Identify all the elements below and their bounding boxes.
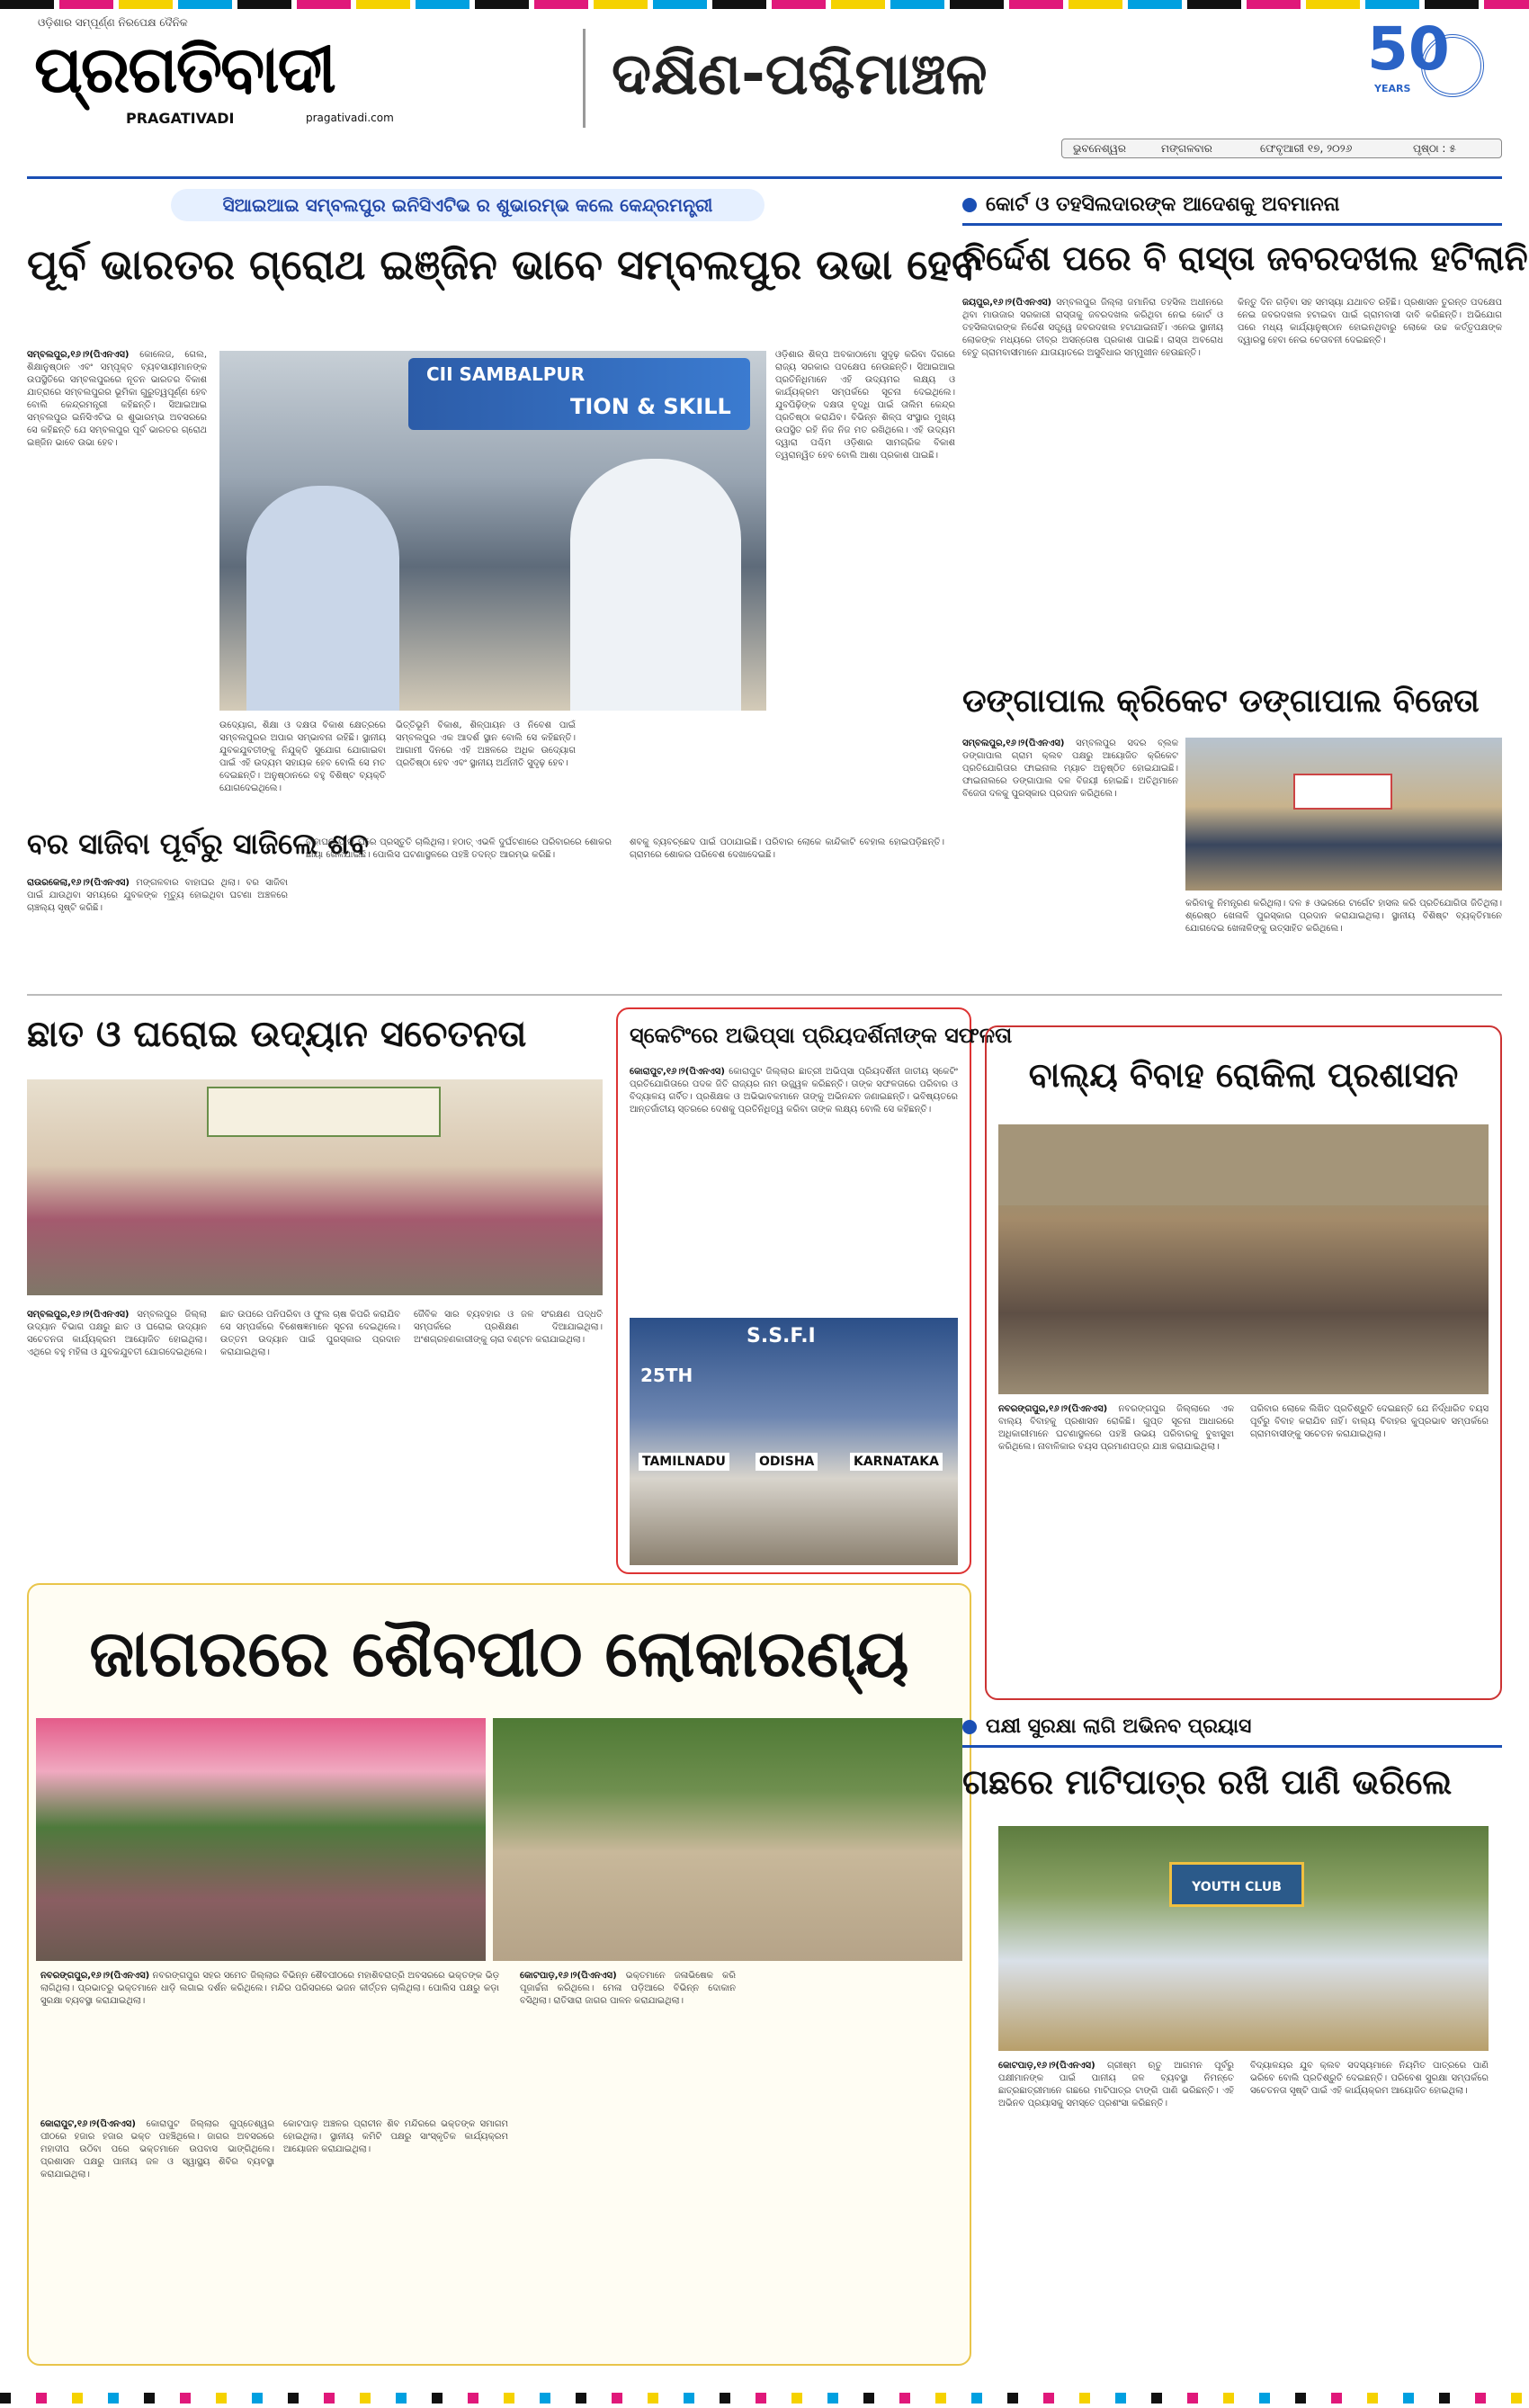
newspaper-logo-english: PRAGATIVADI	[126, 110, 235, 127]
story1-banner-text: CII SAMBALPUR	[426, 363, 586, 385]
story9-col1	[998, 2060, 1238, 2366]
story5-col3: ଜୈବିକ ସାର ବ୍ୟବହାର ଓ ଜଳ ସଂରକ୍ଷଣ ପଦ୍ଧତି ସମ୍ପର୍କରେ ପ୍ରଶିକ୍ଷଣ ଦିଆଯାଇଥିଲା। ଅଂଶଗ୍ରହଣକାରୀଙ୍କୁ ଚାରା ବଣ୍ଟନ କରାଯାଇଥିଲା।	[414, 1310, 606, 1345]
story8-dateline3: କୋଟପାଡ଼,୧୬।୨(ପିଏନଏସ)	[520, 1971, 617, 1981]
fifty-years-emblem	[1367, 16, 1502, 124]
story4-headline: ବର ସାଜିବା ପୂର୍ବରୁ ସାଜିଲେ ଶବ	[27, 827, 369, 861]
story8-photo-left	[36, 1718, 486, 1961]
story1-col4: ଓଡ଼ିଶାର ଶିଳ୍ପ ଅବକାଠାମୋ ସୁଦୃଢ଼ କରିବା ଦିଗରେ ରାଜ୍ୟ ସରକାର ପଦକ୍ଷେପ ନେଉଛନ୍ତି। ସିଆଇଆଇ ପ୍ରତିନିଧିମାନେ ଏହି ଉଦ୍ୟମର ଲକ୍ଷ୍ୟ ଓ କାର୍ଯ୍ୟକ୍ରମ ସମ୍ପର୍କରେ ସୂଚନା ଦେଇଥିଲେ। ଯୁବପିଢ଼ିଙ୍କ ଦକ୍ଷତା ବୃଦ୍ଧି ପାଇଁ ତାଲିମ କେନ୍ଦ୍ର ପ୍ରତିଷ୍ଠା କରାଯିବ। ବିଭିନ୍ନ ଶିଳ୍ପ ସଂସ୍ଥାର ମୁଖ୍ୟ ଉପସ୍ଥିତ ରହି ନିଜ ନିଜ ମତ ରଖିଥିଲେ। ଏହି ଉଦ୍ୟମ ଦ୍ୱାରା ପଶ୍ଚିମ ଓଡ଼ିଶାର ସାମଗ୍ରିକ ବିକାଶ ତ୍ୱରାନ୍ୱିତ ହେବ ବୋଲି ଆଶା ପ୍ରକାଶ ପାଇଛି।	[775, 350, 959, 461]
house-wall	[998, 1124, 1489, 1205]
ssfi-banner: S.S.F.I	[747, 1325, 816, 1347]
story8-col1	[40, 1970, 503, 2105]
story3-photo	[1185, 738, 1502, 891]
page-number: ପୃଷ୍ଠା : ୫	[1413, 142, 1456, 155]
date-full: ଫେବୃଆରୀ ୧୭, ୨୦୨୬	[1260, 142, 1353, 155]
story1-kicker: ସିଆଇଆଇ ସମ୍ବଲପୁର ଇନିସିଏଟିଭ ର ଶୁଭାରମ୍ଭ କଲେ କେନ୍ଦ୍ରମନ୍ତ୍ରୀ	[171, 189, 764, 221]
story9-col1-text: ଗ୍ରୀଷ୍ମ ଋତୁ ଆଗମନ ପୂର୍ବରୁ ପକ୍ଷୀମାନଙ୍କ ପାଇଁ ପାନୀୟ ଜଳ ବ୍ୟବସ୍ଥା ନିମନ୍ତେ ଛାତ୍ରଛାତ୍ରୀମାନେ ଗଛରେ ମାଟିପାତ୍ର ଟାଙ୍ଗି ପାଣି ଭରିଛନ୍ତି। ଏହି ଅଭିନବ ପ୍ରୟାସକୁ ସମସ୍ତେ ପ୍ରଶଂସା କରିଛନ୍ତି।	[998, 2061, 1238, 2108]
edition-banner: 25TH	[640, 1365, 693, 1386]
stage-banner	[207, 1087, 441, 1137]
story8-col4-text: ଭକ୍ତମାନେ ଜଳାଭିଷେକ କରି ପୂଜାର୍ଚ୍ଚନା କରିଥିଲେ। ମେଳା ପଡ଼ିଆରେ ବିଭିନ୍ନ ଦୋକାନ ବସିଥିଲା। ରାତିସାରା ଜାଗର ପାଳନ କରାଯାଇଥିଲା।	[520, 1971, 739, 2006]
story2-col2: କିନ୍ତୁ ଦିନ ଗଡ଼ିବା ସହ ସମସ୍ୟା ଯଥାବତ ରହିଛି। ପ୍ରଶାସନ ତୁରନ୍ତ ପଦକ୍ଷେପ ନେଇ ଜବରଦଖଲ ହଟାଇବା ପାଇଁ ଗ୍ରାମବାସୀ ଦାବି କରିଛନ୍ତି। ଅଭିଯୋଗ ପରେ ମଧ୍ୟ କାର୍ଯ୍ୟାନୁଷ୍ଠାନ ହୋଇନଥିବାରୁ ଲୋକେ ଉଚ୍ଚ କର୍ତ୍ତୃପକ୍ଷଙ୍କ ଦ୍ୱାରସ୍ଥ ହେବା ନେଇ ଚେତାବନୀ ଦେଇଛନ୍ତି।	[1238, 298, 1506, 345]
story4-col3: ଶବକୁ ବ୍ୟବଚ୍ଛେଦ ପାଇଁ ପଠାଯାଇଛି। ପରିବାର ଲୋକେ କାନ୍ଦିକାଟି ବେହାଲ ହୋଇପଡ଼ିଛନ୍ତି। ଗ୍ରାମରେ ଶୋକର ପରିବେଶ ଦେଖାଦେଇଛି।	[630, 837, 948, 860]
story9-photo	[998, 1826, 1489, 2051]
story3-col1	[962, 738, 1182, 980]
story4-col2: ବାହାଘର ପାଇଁ ଘରେ ପ୍ରସ୍ତୁତି ଚାଲିଥିଲା। ହଠାତ୍ ଏଭଳି ଦୁର୍ଘଟଣାରେ ପରିବାରରେ ଶୋକର ଛାୟା ଖେଳିଯାଇଛି। ପୋଲିସ ଘଟଣାସ୍ଥଳରେ ପହଞ୍ଚି ତଦନ୍ତ ଆରମ୍ଭ କରିଛି।	[306, 837, 615, 860]
story4-col1	[27, 877, 291, 976]
story1-dateline: ସମ୍ବଲପୁର,୧୬।୨(ପିଏନଏସ)	[27, 350, 130, 360]
story5-headline: ଛାତ ଓ ଘରୋଇ ଉଦ୍ୟାନ ସଚେତନତା	[27, 1014, 527, 1055]
date-city: ଭୁବନେଶ୍ୱର	[1073, 142, 1126, 155]
story8-photo-right	[493, 1718, 962, 1961]
story8-headline: ଜାଗରରେ ଶୈବପୀଠ ଲୋକାରଣ୍ୟ	[89, 1616, 909, 1691]
story7-photo	[998, 1124, 1489, 1394]
person-left	[246, 486, 399, 711]
story1-headline: ପୂର୍ବ ଭାରତର ଗ୍ରୋଥ ଇଞ୍ଜିନ ଭାବେ ସମ୍ବଲପୁର ଉଭା ହେବ	[27, 240, 980, 289]
story9-headline: ଗଛରେ ମାଟିପାତ୍ର ରଖି ପାଣି ଭରିଲେ	[962, 1762, 1453, 1802]
story2-dateline: ଜୟପୁର,୧୬।୨(ପିଏନଏସ)	[962, 298, 1052, 308]
story8-col4	[520, 1970, 739, 2357]
story8-col1-text: ନବରଙ୍ଗପୁର ସହର ସମେତ ଜିଲ୍ଲାର ବିଭିନ୍ନ ଶୈବପୀଠରେ ମହାଶିବରାତ୍ରି ଅବସରରେ ଭକ୍ତଙ୍କ ଭିଡ଼ ଲାଗିଥିଲା। ପ୍ରଭାତରୁ ଭକ୍ତମାନେ ଧାଡ଼ି ଲଗାଇ ଦର୍ଶନ କରିଥିଲେ। ମନ୍ଦିର ପରିସରରେ ଭଜନ କୀର୍ତ୍ତନ ଚାଲିଥିଲା। ପୋଲିସ ପକ୍ଷରୁ କଡ଼ା ସୁରକ୍ଷା ବ୍ୟବସ୍ଥା କରାଯାଇଥିଲା।	[40, 1971, 503, 2006]
story1-photo	[219, 351, 766, 711]
person-right	[570, 459, 741, 711]
story1-banner	[408, 358, 750, 430]
date-day: ମଙ୍ଗଳବାର	[1161, 142, 1212, 155]
story2-col1-text: ସମ୍ବଲପୁର ଜିଲ୍ଲା ଜମାନିରା ତହସିଲ ଅଧୀନରେ ଥିବା ମାଉଜାର ସରକାରୀ ରାସ୍ତାକୁ ଜବରଦଖଲ କରିଥିବା ନେଇ କୋର୍ଟ ଓ ତହସିଲଦାରଙ୍କ ନିର୍ଦ୍ଦେଶ ସତ୍ତ୍ୱେ ଜବରଦଖଲ ହଟାଯାଇନାହିଁ। ଏନେଇ ସ୍ଥାନୀୟ ଲୋକଙ୍କ ମଧ୍ୟରେ ତୀବ୍ର ଅସନ୍ତୋଷ ପ୍ରକାଶ ପାଇଛି। ରାସ୍ତା ଅବରୋଧ ହେତୁ ଗ୍ରାମବାସୀମାନେ ଯାତାୟାତରେ ଅସୁବିଧାର ସମ୍ମୁଖୀନ ହେଉଛନ୍ତି।	[962, 298, 1227, 358]
story7-col1-text: ନବରଙ୍ଗପୁର ଜିଲ୍ଲାରେ ଏକ ବାଲ୍ୟ ବିବାହକୁ ପ୍ରଶାସନ ରୋକିଛି। ଗୁପ୍ତ ସୂଚନା ଆଧାରରେ ଅଧିକାରୀମାନେ ଘଟଣାସ୍ଥଳରେ ପହଞ୍ଚି ଉଭୟ ପରିବାରକୁ ବୁଝାସୁଝା କରିଥିଲେ। ନାବାଳିକାର ବୟସ ପ୍ରମାଣପତ୍ର ଯାଞ୍ଚ କରାଯାଇଥିଲା।	[998, 1404, 1238, 1452]
tamilnadu-banner: TAMILNADU	[639, 1453, 729, 1471]
team-banner	[1293, 774, 1392, 810]
story6-headline: ସ୍କେଟିଂରେ ଅଭିପ୍ସା ପ୍ରିୟଦର୍ଶିନୀଙ୍କ ସଫଳତା	[630, 1023, 1013, 1048]
story7-headline: ବାଲ୍ୟ ବିବାହ ରୋକିଲା ପ୍ରଶାସନ	[1028, 1055, 1459, 1095]
story1-col1-text: କୋଲେଜ, ଗେଲ, ଶିକ୍ଷାନୁଷ୍ଠାନ ଏବଂ ସମ୍ପୃକ୍ତ ବ୍ୟବସାୟୀମାନଙ୍କ ଉପସ୍ଥିତିରେ ସମ୍ବଲପୁରରେ ନୂତନ ଭାରତର ବିକାଶ ଯାତ୍ରାରେ ସମ୍ବଲପୁରର ଭୂମିକା ଗୁରୁତ୍ୱପୂର୍ଣ୍ଣ ହେବ ବୋଲି କେନ୍ଦ୍ରମନ୍ତ୍ରୀ କହିଛନ୍ତି। ସିଆଇଆଇ ସମ୍ବଲପୁର ଇନିସିଏଟିଭ ର ଶୁଭାରମ୍ଭ ଅବସରରେ ସେ କହିଛନ୍ତି ଯେ ସମ୍ବଲପୁର ପୂର୍ବ ଭାରତର ଗ୍ରୋଥ ଇଞ୍ଜିନ ଭାବେ ଉଭା ହେବ।	[27, 350, 210, 448]
story3-headline: ଡଙ୍ଗାପାଲ କ୍ରିକେଟ ଡଙ୍ଗାପାଲ ବିଜେତା	[962, 683, 1480, 720]
story2-kicker-text: କୋର୍ଟ ଓ ତହସିଲଦାରଙ୍କ ଆଦେଶକୁ ଅବମାନନା	[986, 193, 1340, 216]
seal-icon	[1421, 34, 1484, 97]
registration-strip-bottom	[0, 2393, 1529, 2404]
registration-strip-top	[0, 0, 1529, 9]
youth-club-banner: YOUTH CLUB	[1169, 1862, 1304, 1907]
story8-col3	[283, 2118, 512, 2357]
story9-kicker	[962, 1711, 1502, 1743]
story2-kicker	[962, 189, 1502, 221]
edition-title: ଦକ୍ଷିଣ-ପଶ୍ଚିମାଞ୍ଚଳ	[612, 41, 988, 108]
masthead-tagline: ଓଡ଼ିଶାର ସମ୍ପୂର୍ଣ୍ଣ ନିରପେକ୍ଷ ଦୈନିକ	[38, 16, 188, 29]
story2-headline: ନିର୍ଦ୍ଦେଶ ପରେ ବି ରାସ୍ତା ଜବରଦଖଲ ହଟିଲାନି	[962, 238, 1528, 278]
story9-kicker-text: ପକ୍ଷୀ ସୁରକ୍ଷା ଲାଗି ଅଭିନବ ପ୍ରୟାସ	[986, 1715, 1252, 1738]
story5-col1	[27, 1309, 210, 1552]
story1-banner-text2: TION & SKILL	[570, 394, 731, 419]
story1-col1	[27, 349, 210, 808]
date-bar	[1061, 139, 1502, 158]
story6-body-text: କୋରାପୁଟ ଜିଲ୍ଲାର ଛାତ୍ରୀ ଅଭିପ୍ସା ପ୍ରିୟଦର୍ଶିନୀ ଜାତୀୟ ସ୍କେଟିଂ ପ୍ରତିଯୋଗିତାରେ ପଦକ ଜିତି ରାଜ୍ୟର ନାମ ଉଜ୍ଜ୍ୱଳ କରିଛନ୍ତି। ତାଙ୍କ ସଫଳତାରେ ପରିବାର ଓ ବିଦ୍ୟାଳୟ ଗର୍ବିତ। ପ୍ରଶିକ୍ଷକ ଓ ଅଭିଭାବକମାନେ ତାଙ୍କୁ ଅଭିନନ୍ଦନ ଜଣାଇଛନ୍ତି। ଭବିଷ୍ୟତରେ ଆନ୍ତର୍ଜାତୀୟ ସ୍ତରରେ ଦେଶକୁ ପ୍ରତିନିଧିତ୍ୱ କରିବା ତାଙ୍କ ଲକ୍ଷ୍ୟ ବୋଲି ସେ କହିଛନ୍ତି।	[630, 1067, 961, 1114]
story7-col1	[998, 1403, 1238, 1691]
story3-col2: କରିବାକୁ ନିମନ୍ତ୍ରଣ କରିଥିଲା। ଦଳ ୫ ଓଭରରେ ଟାର୍ଗେଟ ହାସଲ କରି ପ୍ରତିଯୋଗିତା ଜିତିଥିଲା। ଶ୍ରେଷ୍ଠ ଖେଳାଳି ପୁରସ୍କାର ପ୍ରଦାନ କରାଯାଇଥିଲା। ସ୍ଥାନୀୟ ବିଶିଷ୍ଟ ବ୍ୟକ୍ତିମାନେ ଯୋଗଦେଇ ଖେଳାଳିଙ୍କୁ ଉତ୍ସାହିତ କରିଥିଲେ।	[1185, 899, 1506, 934]
bullet-icon-2	[962, 1720, 977, 1734]
story8-col3-text: କୋଟପାଡ଼ ଅଞ୍ଚଳର ପ୍ରାଚୀନ ଶିବ ମନ୍ଦିରରେ ଭକ୍ତଙ୍କ ସମାଗମ ହୋଇଥିଲା। ସ୍ଥାନୀୟ କମିଟି ପକ୍ଷରୁ ସାଂସ୍କୃତିକ କାର୍ଯ୍ୟକ୍ରମ ଆୟୋଜନ କରାଯାଇଥିଲା।	[283, 2119, 512, 2154]
fifty-years-label: YEARS	[1374, 83, 1411, 94]
story7-col2: ପରିବାର ଲୋକେ ଲିଖିତ ପ୍ରତିଶ୍ରୁତି ଦେଇଛନ୍ତି ଯେ ନିର୍ଦ୍ଧାରିତ ବୟସ ପୂର୍ବରୁ ବିବାହ କରାଯିବ ନାହିଁ। ବାଲ୍ୟ ବିବାହର କୁପ୍ରଭାବ ସମ୍ପର୍କରେ ଗ୍ରାମବାସୀଙ୍କୁ ସଚେତନ କରାଯାଇଥିଲା।	[1250, 1404, 1492, 1439]
story9-col2: ବିଦ୍ୟାଳୟର ଯୁବ କ୍ଲବ ସଦସ୍ୟମାନେ ନିୟମିତ ପାତ୍ରରେ ପାଣି ଭରିବେ ବୋଲି ପ୍ରତିଶ୍ରୁତି ଦେଇଛନ୍ତି। ପରିବେଶ ସୁରକ୍ଷା ସମ୍ପର୍କରେ ସଚେତନତା ସୃଷ୍ଟି ପାଇଁ ଏହି କାର୍ଯ୍ୟକ୍ରମ ଆୟୋଜିତ ହୋଇଥିଲା।	[1250, 2061, 1492, 2096]
story8-col2	[40, 2118, 278, 2357]
masthead-rule	[27, 176, 1502, 179]
story6-body	[630, 1066, 961, 1309]
story1-col2: ଉଦ୍ୟୋଗ, ଶିକ୍ଷା ଓ ଦକ୍ଷତା ବିକାଶ କ୍ଷେତ୍ରରେ ସମ୍ବଲପୁରର ଅପାର ସମ୍ଭାବନା ରହିଛି। ସ୍ଥାନୀୟ ଯୁବକଯୁବତୀଙ୍କୁ ନିଯୁକ୍ତି ସୁଯୋଗ ଯୋଗାଇବା ପାଇଁ ଏହି ଉଦ୍ୟମ ସହାୟକ ହେବ ବୋଲି ସେ ମତ ଦେଇଛନ୍ତି। ଅନୁଷ୍ଠାନରେ ବହୁ ବିଶିଷ୍ଟ ବ୍ୟକ୍ତି ଯୋଗଦେଇଥିଲେ।	[219, 721, 389, 793]
newspaper-site: pragativadi.com	[306, 112, 394, 124]
masthead-divider	[583, 29, 586, 128]
story4-col1-text: ମଙ୍ଗଳବାର ବାହାଘର ଥିଲା। ବର ସାଜିବା ପାଇଁ ଯାଉଥିବା ସମୟରେ ଯୁବକଙ୍କ ମୃତ୍ୟୁ ହୋଇଥିବା ଘଟଣା ଅଞ୍ଚଳରେ ଚାଞ୍ଚଲ୍ୟ ସୃଷ୍ଟି କରିଛି।	[27, 878, 291, 913]
section-rule	[27, 994, 1502, 996]
odisha-banner: ODISHA	[756, 1453, 818, 1471]
story4-dateline: ରାଉରକେଲା,୧୬।୨(ପିଏନଏସ)	[27, 878, 130, 888]
story1-col3b	[585, 720, 764, 810]
story7-dateline: ନବରଙ୍ଗପୁର,୧୬।୨(ପିଏନଏସ)	[998, 1404, 1108, 1414]
fifty-years-number: 50	[1367, 14, 1450, 84]
story3-col1-text: ସମ୍ବଲପୁର ସଦର ବ୍ଲକ ଡଙ୍ଗାପାଲ ଗ୍ରାମ କ୍ଲବ ପକ୍ଷରୁ ଆୟୋଜିତ କ୍ରିକେଟ ପ୍ରତିଯୋଗିତାର ଫାଇନାଲ ମ୍ୟାଚ ଅନୁଷ୍ଠିତ ହୋଇଯାଇଛି। ଫାଇନାଲରେ ଡଙ୍ଗାପାଲ ଦଳ ବିଜୟୀ ହୋଇଛି। ଅତିଥିମାନେ ବିଜେତା ଦଳକୁ ପୁରସ୍କାର ପ୍ରଦାନ କରିଥିଲେ।	[962, 739, 1182, 799]
story5-photo	[27, 1079, 603, 1295]
story2-col1	[962, 297, 1227, 666]
bullet-icon	[962, 198, 977, 212]
story5-col2: ଛାତ ଉପରେ ପନିପରିବା ଓ ଫୁଲ ଚାଷ କିପରି କରାଯିବ ସେ ସମ୍ପର୍କରେ ବିଶେଷଜ୍ଞମାନେ ସୂଚନା ଦେଇଥିଲେ। ଉତ୍ତମ ଉଦ୍ୟାନ ପାଇଁ ପୁରସ୍କାର ପ୍ରଦାନ କରାଯାଇଥିଲା।	[220, 1310, 404, 1357]
story8-col2-text: କୋରାପୁଟ ଜିଲ୍ଲାର ଗୁପ୍ତେଶ୍ୱର ପୀଠରେ ହଜାର ହଜାର ଭକ୍ତ ପହଞ୍ଚିଥିଲେ। ଜାଗର ଅବସରରେ ମହାଦୀପ ଉଠିବା ପରେ ଭକ୍ତମାନେ ଉପବାସ ଭାଙ୍ଗିଥିଲେ। ପ୍ରଶାସନ ପକ୍ଷରୁ ପାନୀୟ ଜଳ ଓ ସ୍ୱାସ୍ଥ୍ୟ ଶିବିର ବ୍ୟବସ୍ଥା କରାଯାଇଥିଲା।	[40, 2119, 278, 2180]
karnataka-banner: KARNATAKA	[850, 1453, 943, 1471]
story8-col5	[747, 1970, 962, 2357]
story5-col1-text: ସମ୍ବଲପୁର ଜିଲ୍ଲା ଉଦ୍ୟାନ ବିଭାଗ ପକ୍ଷରୁ ଛାତ ଓ ଘରୋଇ ଉଦ୍ୟାନ ସଚେତନତା କାର୍ଯ୍ୟକ୍ରମ ଆୟୋଜିତ ହୋଇଥିଲା। ଏଥିରେ ବହୁ ମହିଳା ଓ ଯୁବକଯୁବତୀ ଯୋଗଦେଇଥିଲେ।	[27, 1310, 210, 1357]
story8-dateline1: ନବରଙ୍ଗପୁର,୧୬।୨(ପିଏନଏସ)	[40, 1971, 150, 1981]
newspaper-logo: ପ୍ରଗତିବାଦୀ	[34, 31, 335, 107]
story8-dateline2: କୋରାପୁଟ,୧୬।୨(ପିଏନଏସ)	[40, 2119, 136, 2129]
story2-rule	[962, 223, 1502, 226]
story5-dateline: ସମ୍ବଲପୁର,୧୬।୨(ପିଏନଏସ)	[27, 1310, 130, 1320]
story6-dateline: କୋରାପୁଟ,୧୬।୨(ପିଏନଏସ)	[630, 1067, 725, 1077]
story9-rule	[962, 1745, 1502, 1748]
masthead	[27, 14, 1502, 155]
story3-dateline: ସମ୍ବଲପୁର,୧୬।୨(ପିଏନଏସ)	[962, 739, 1065, 748]
story9-dateline: କୋଟପାଡ଼,୧୬।୨(ପିଏନଏସ)	[998, 2061, 1095, 2071]
story1-col3: ଭିତ୍ତିଭୂମି ବିକାଶ, ଶିଳ୍ପାୟନ ଓ ନିବେଶ ପାଇଁ ସମ୍ବଲପୁର ଏକ ଆଦର୍ଶ ସ୍ଥାନ ବୋଲି ସେ କହିଛନ୍ତି। ଆଗାମୀ ଦିନରେ ଏହି ଅଞ୍ଚଳରେ ଅଧିକ ଉଦ୍ୟୋଗ ପ୍ରତିଷ୍ଠା ହେବ ଏବଂ ସ୍ଥାନୀୟ ଅର୍ଥନୀତି ସୁଦୃଢ଼ ହେବ।	[396, 721, 579, 768]
story6-photo	[630, 1318, 958, 1565]
